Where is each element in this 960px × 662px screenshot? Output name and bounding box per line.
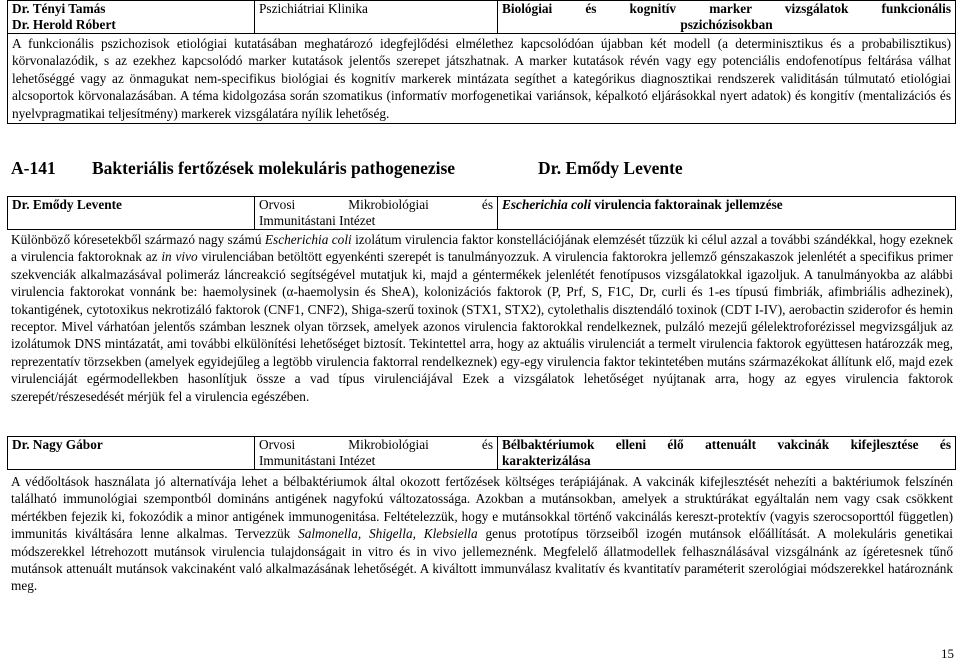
section-code: A-141 [11, 158, 56, 178]
project-header-2 [7, 196, 956, 230]
project-title: Biológiai és kognitív marker vizsgálatok funkcionális [502, 1, 951, 16]
abstract-text: virulenciában betöltött egyenkénti szerepét is tanulmányozzuk. A virulencia faktorokra jellemző génszakaszok jelenlétét a specifikus primer szekvenciák alkalmazásával polimeráz láncreakció segítségével mutatjuk ki, majd a géntermékek jelenlétét fenotípusos vizsgálatokkal igazoljuk. A tanulmányokba az alábbi virulencia faktorokat vonnánk be: haemolysinek (α-haemolysin és SheA), kolonizációs faktorok (P, Prf, S, F1C, Dr, curli és 1-es típusú fimbriák, afimbriális adhezinek), tokantigének, cytotoxikus nekrotizáló faktorok (CNF1, CNF2), Shiga-szerű toxinok (STX1, STX2), cytolethalis disztendáló toxinok (CDT I-IV), aerobactin sziderofor és hemin receptor. Mivel várhatóan jelentős számban lesznek olyan törzsek, amelyek azonos virulencia faktorokkal rendelkeznek, pulzáló mezejű gélelektroforézissel megvizsgáljuk az izolátumok DNS mintázatát, ami további elkülönítési lehetőséget biztosít. Tekintettel arra, hogy az aktuális virulenciát a termelt virulencia faktorok együttesen határozzák meg, reprezentatív törzsekben (amelyek egyidejűleg a legtöbb virulencia faktorral rendelkeznek) egy-egy virulencia faktor tekintetében mutáns származékokat állítunk elő, majd ezek virulenciáját egérmodellekben hasonlítjuk össze a vad típus virulenciájával Ezek a vizsgálatok lehetőséget nyújtanak arra, hogy az egyes virulencia faktorok szerepét/részesedését mérjük fel a virulencia egészében. [11, 249, 953, 404]
institution-cell: Pszichiátriai Klinika [255, 1, 498, 34]
project-title-cont: karakterizálása [502, 453, 591, 468]
abstract-text: izolátum virulencia faktor konstellációjának elemzését tűzzük ki célul azzal a további szándékkal, hogy ezeknek a virulencia faktoroknak az [11, 232, 954, 265]
project-title-italic: Escherichia coli [502, 197, 592, 212]
section-leader: Dr. Emődy Levente [538, 158, 683, 178]
project-header-1 [7, 0, 956, 124]
abstract-text: A védőoltások használata jó alternatívája lehet a bélbaktériumok által okozott fertőzések költséges terápiájának. A vakcinák kifejlesztését nehezíti a baktériumok felszínén található immunológiai szempontból domináns antigének nagyfokú változatossága. Azokban a mutánsokban, amelyek a struktúrákat egyáltalán nem vagy csak csökkent mértékben fejezik ki, fokozódik a minor antigének immunogenitása. Feltételezzük, hogy e mutánsokkal történő vakcinálás kereszt-protektív (vagyis szerocsoporttól független) immunitás kiváltására lenne alkalmas. Tervezzük [11, 474, 953, 542]
institution-name-cont: Immunitástani Intézet [259, 453, 376, 468]
abstract-italic: Escherichia coli [264, 232, 352, 247]
project-header-3 [7, 436, 956, 470]
project-abstract [11, 231, 953, 405]
project-title-cell [498, 1, 956, 34]
project-title-cell [498, 197, 956, 230]
institution-name: Orvosi Mikrobiológiai és [259, 437, 493, 452]
institution-cell [255, 197, 498, 230]
project-abstract [11, 473, 953, 595]
author-cell [8, 1, 255, 34]
project-title: Bélbaktériumok elleni élő attenuált vakcinák kifejlesztése és [502, 437, 951, 452]
section-heading [11, 160, 683, 177]
project-title-cont: pszichózisokban [680, 17, 773, 32]
institution-name: Orvosi Mikrobiológiai és [259, 197, 493, 212]
institution-cell [255, 437, 498, 470]
page-number: 15 [941, 646, 954, 661]
project-abstract: A funkcionális pszichozisok etiológiai kutatásában meghatározó idegfejlődési elmélethez kapcsolódóan újabban két modell (a determinisztikus és a probabilisztikus) körvonalazódik, s az ezekhez kapcsolódó marker kutatások jelentős szerepet játszhatnak. A marker kutatások révén vagy egy potenciális endofenotípus feltárása válhat lehetőséggé vagy az önmagukat nem-specifikus biológiai és kognitív markerek mintázata segíthet a kategórikus diagnosztikai rendszerek validitásán túlmutató etiológiai alcsoportok körvonalazásában. A téma kidolgozása során szomatikus (informatív morfogenetikai variánsok, képalkotó eljárásokkal nyert adatok) és kongitív (mentalizációs és nyelvpragmatikai teljesítmény) markerek vizsgálatára nyílik lehetőség. [8, 34, 956, 124]
author-cell: Dr. Emődy Levente [8, 197, 255, 230]
abstract-text: genus prototípus törzseiből izogén mutánsok előállítását. A molekuláris genetikai módszerekkel létrehozott mutánsok virulencia tulajdonságait in vitro és in vivo jellemeznénk. Megfelelő állatmodellek felhasználásával vizsgálnánk az ígéretesnek tűnő mutánsok attenuált mutánsok vakcinaként való alkalmazásának lehetőségét. A kiváltott immunválasz kvalitatív és kvantitatív paraméterit szerológiai módszerekkel határoznánk meg. [11, 526, 953, 594]
author-cell: Dr. Nagy Gábor [8, 437, 255, 470]
project-title-cell [498, 437, 956, 470]
project-title: virulencia faktorainak jellemzése [591, 197, 783, 212]
section-title: Bakteriális fertőzések molekuláris pathogenezise [92, 158, 456, 178]
author-name: Dr. Herold Róbert [12, 17, 116, 32]
abstract-italic: in vivo [161, 249, 198, 265]
abstract-italic: Salmonella, Shigella, Klebsiella [298, 526, 478, 542]
author-name: Dr. Tényi Tamás [12, 1, 106, 16]
institution-name-cont: Immunitástani Intézet [259, 213, 376, 228]
abstract-text: Különböző kóresetekből származó nagy számú [11, 232, 265, 247]
